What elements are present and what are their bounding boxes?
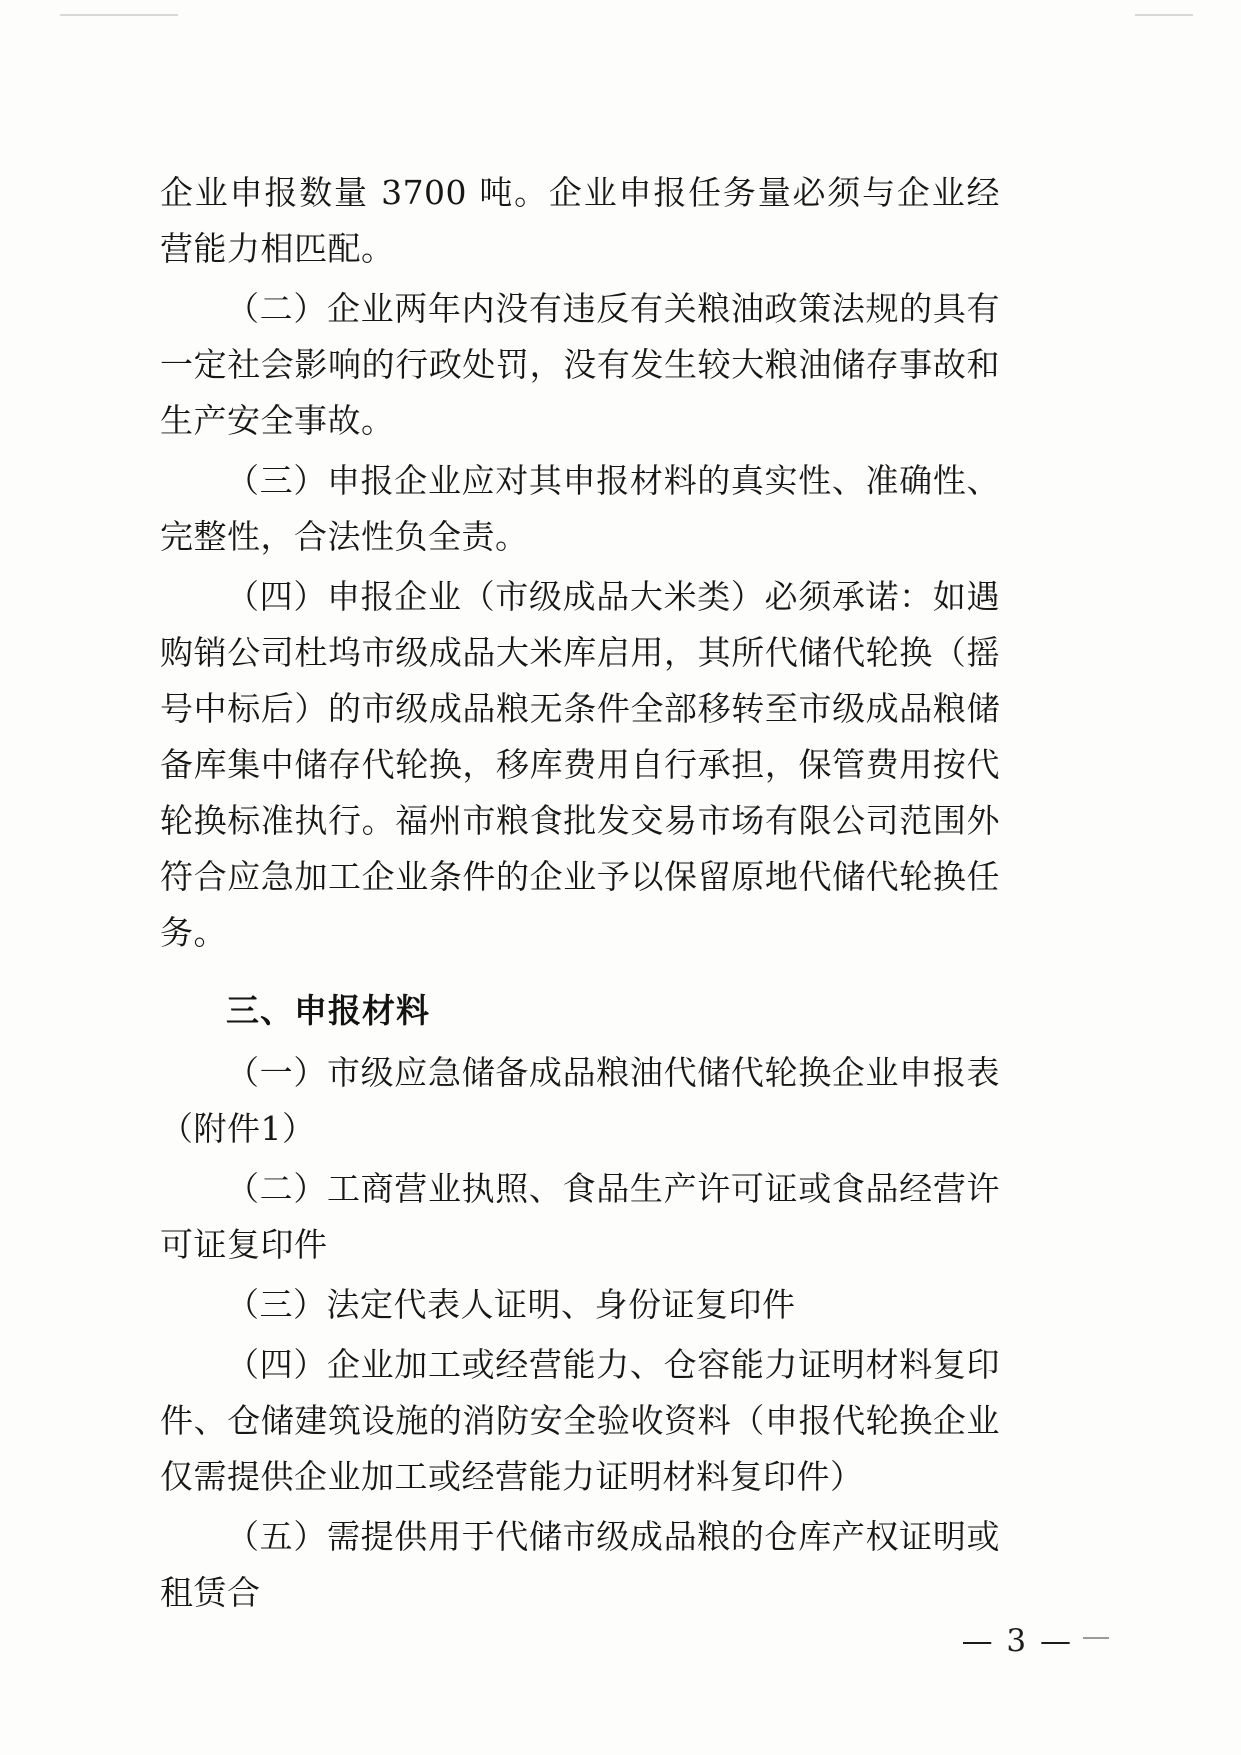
material-item-4: （四）企业加工或经营能力、仓容能力证明材料复印件、仓储建筑设施的消防安全验收资料（申报代轮换企业仅需提供企业加工或经营能力证明材料复印件） (160, 1345, 1000, 1496)
paragraph-item-4: （四）申报企业（市级成品大米类）必须承诺：如遇购销公司杜坞市级成品大米库启用，其所代储代轮换（摇号中标后）的市级成品粮无条件全部移转至市级成品粮储备库集中储存代轮换，移库费用自行承担，保管费用按代轮换标准执行。福州市粮食批发交易市场有限公司范围外符合应急加工企业条件的企业予以保留原地代储代轮换任务。 (160, 577, 1000, 952)
page-number (962, 1623, 1073, 1659)
document-body (160, 165, 1000, 1625)
material-item-2: （二）工商营业执照、食品生产许可证或食品经营许可证复印件 (160, 1169, 1000, 1264)
material-item-1: （一）市级应急储备成品粮油代储代轮换企业申报表（附件1） (160, 1053, 1000, 1148)
material-item-5: （五）需提供用于代储市级成品粮的仓库产权证明或租赁合 (160, 1517, 1000, 1612)
paragraph-continuation: 企业申报数量 3700 吨。企业申报任务量必须与企业经营能力相匹配。 (160, 173, 1000, 268)
paragraph-item-2: （二）企业两年内没有违反有关粮油政策法规的具有一定社会影响的行政处罚，没有发生较大粮油储存事故和生产安全事故。 (160, 289, 1000, 440)
scan-artifact-left (60, 14, 178, 16)
paragraph-item-3: （三）申报企业应对其申报材料的真实性、准确性、完整性，合法性负全责。 (160, 461, 1000, 556)
scan-artifact-right (1135, 14, 1193, 16)
page-number-text: — 3 — (961, 1623, 1073, 1659)
material-item-3: （三）法定代表人证明、身份证复印件 (226, 1285, 796, 1324)
page-number-mark (1083, 1637, 1109, 1639)
section-heading-application-materials: 三、申报材料 (226, 991, 430, 1030)
